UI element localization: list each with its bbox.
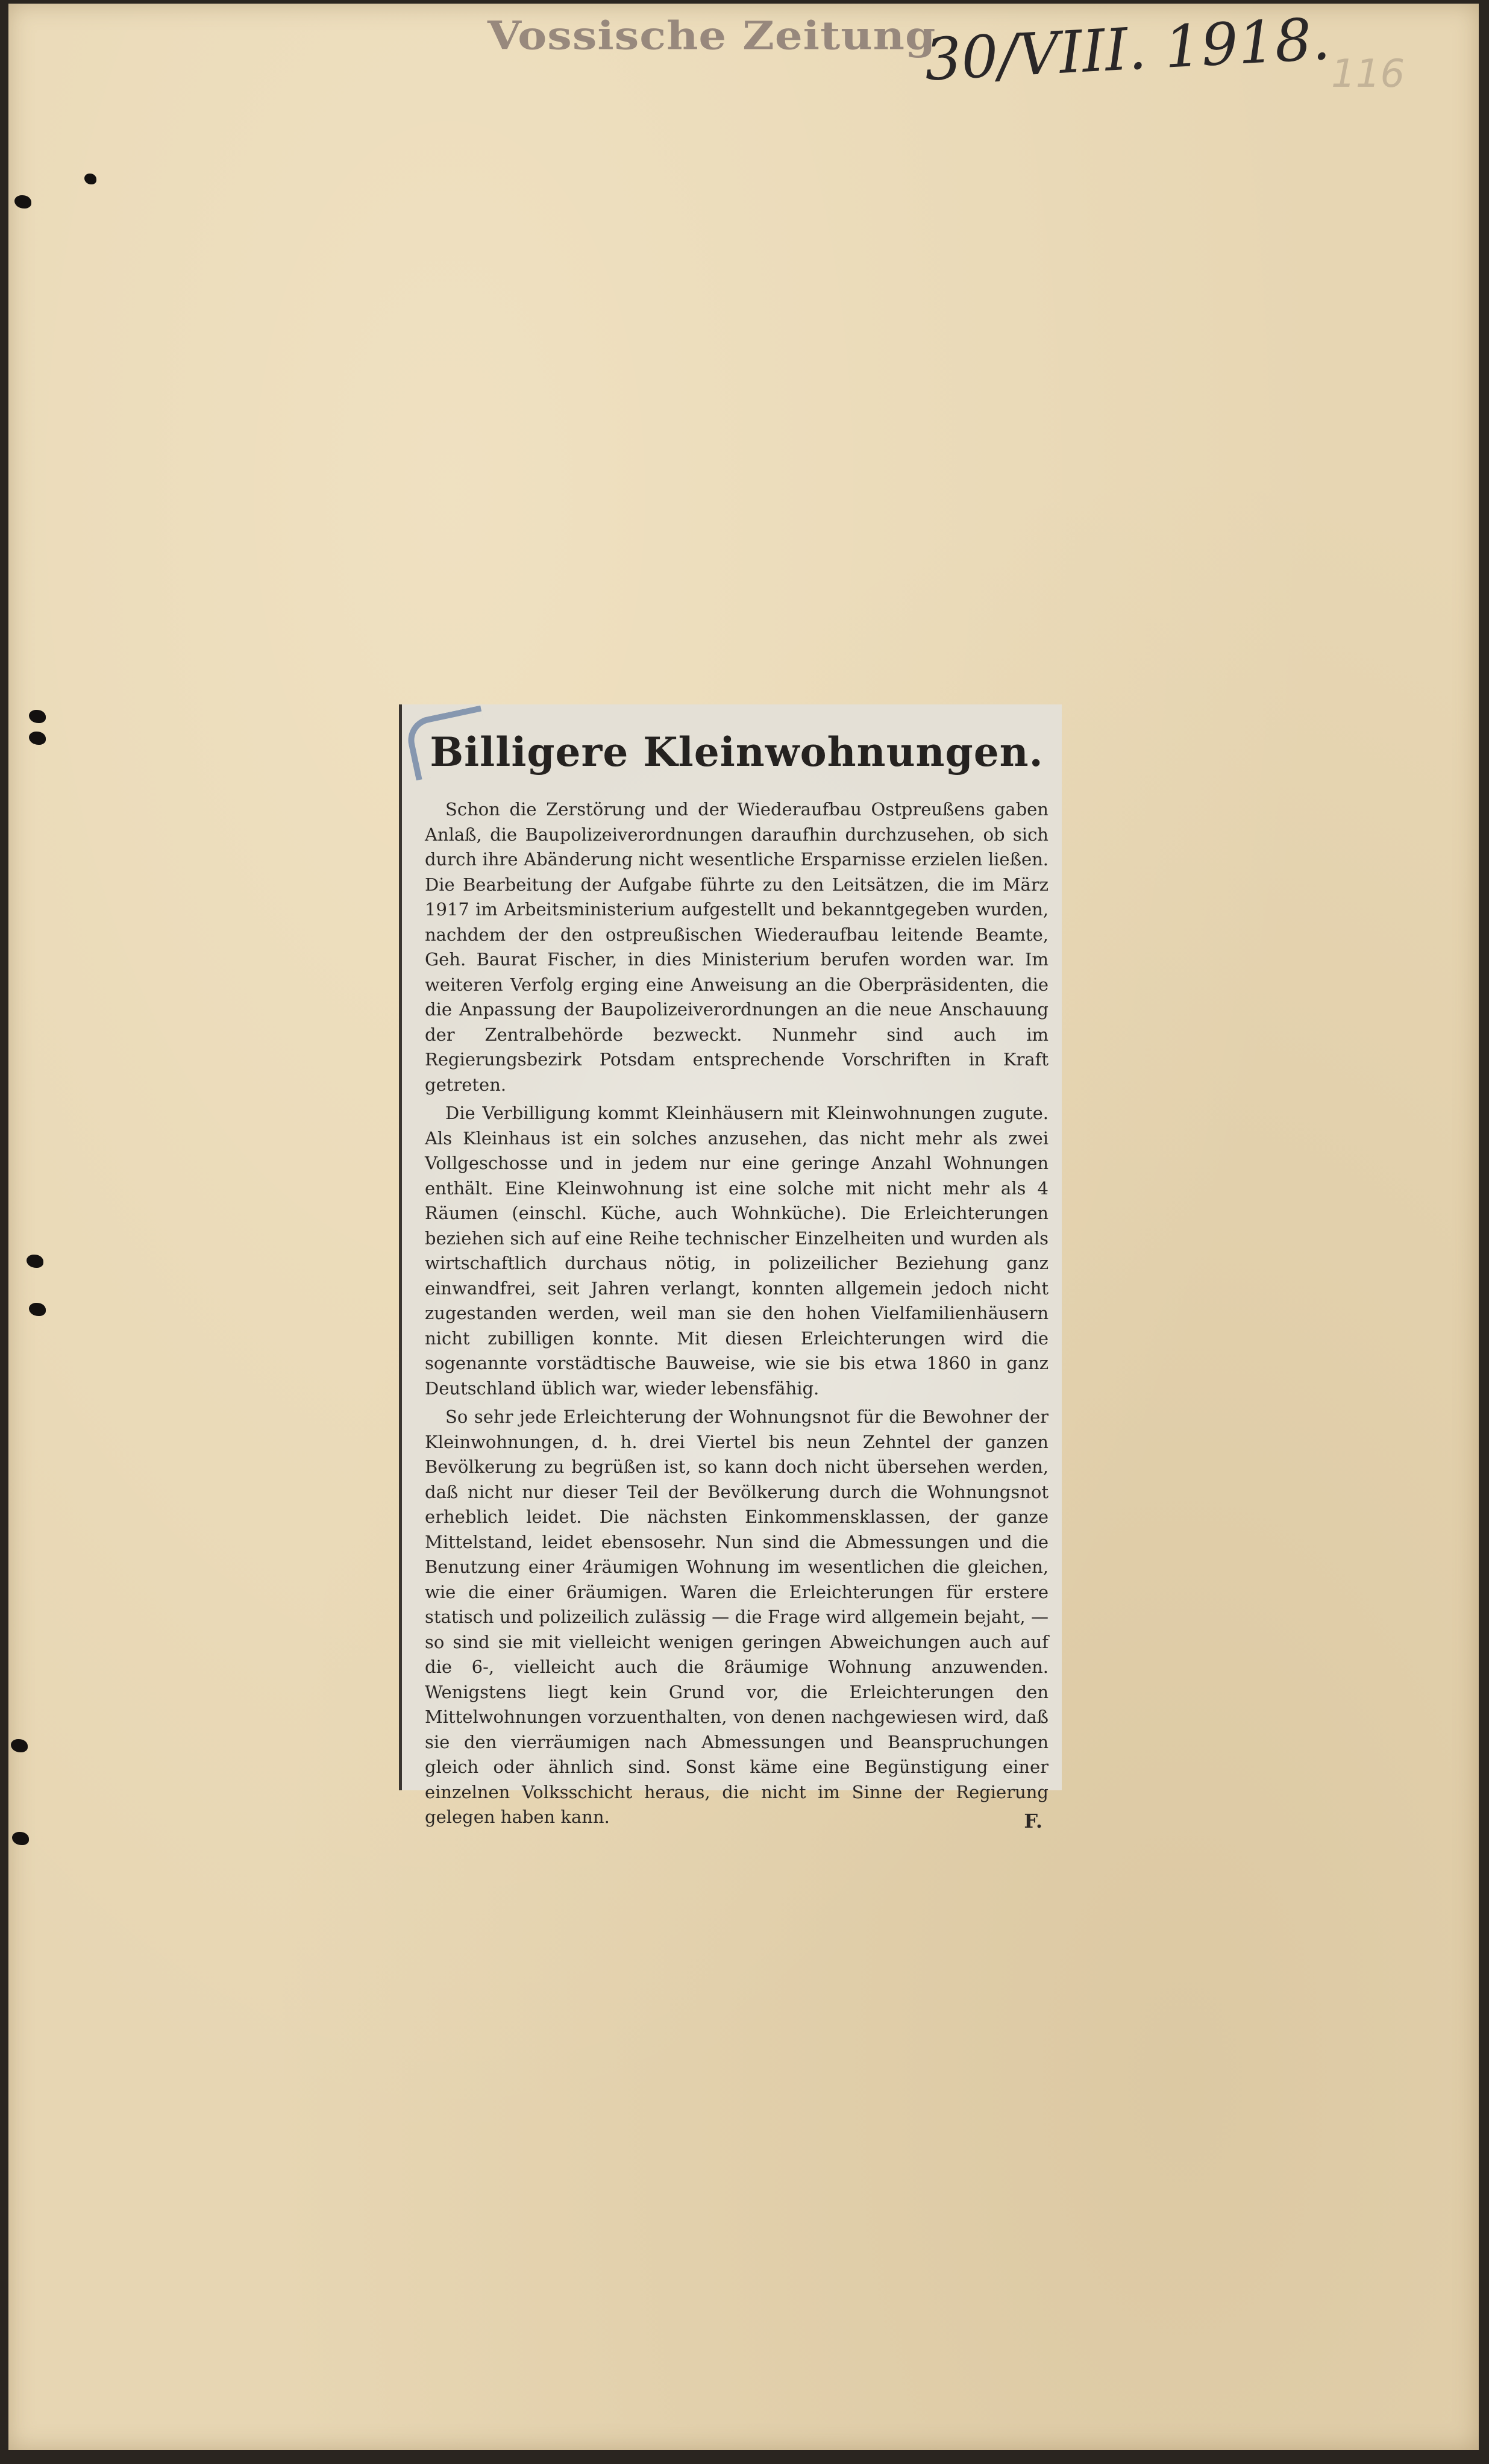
article-paragraph: Schon die Zerstörung und der Wiederaufbau Ostpreußens gaben Anlaß, die Baupolizeiverordnungen daraufhin durchzusehen, ob sich durch ihre Abänderung nicht wesentliche Ersparnisse erzielen ließen. Die Bearbeitung der Aufgabe führte zu den Leitsätzen, die im März 1917 im Arbeitsministerium aufgestellt und bekanntgegeben wurden, nachdem der den ostpreußischen Wiederaufbau leitende Beamte, Geh. Baurat Fischer, in dies Ministerium berufen worden war. Im weiteren Verfolg erging eine Anweisung an die Oberpräsidenten, die die Anpassung der Baupolizeiverordnungen an die neue Anschauung der Zentralbehörde bezweckt. Nunmehr sind auch im Regierungsbezirk Potsdam entsprechende Vorschriften in Kraft getreten. bbox=[425, 799, 1049, 1095]
punch-hole bbox=[84, 174, 96, 184]
newspaper-clipping bbox=[399, 704, 1062, 1832]
archive-sheet bbox=[8, 4, 1479, 2450]
handwritten-date: 30/VIII. 1918. bbox=[923, 5, 1332, 94]
article-paragraph: So sehr jede Erleichterung der Wohnungsnot für die Bewohner der Kleinwohnungen, d. h. drei Viertel bis neun Zehntel der ganzen Bevölkerung zu begrüßen ist, so kann doch nicht übersehen werden, daß nicht nur dieser Teil der Bevölkerung durch die Wohnungsnot erheblich leidet. Die nächsten Einkommensklassen, der ganze Mittelstand, leidet ebensosehr. Nun sind die Abmessungen und die Benutzung einer 4räumigen Wohnung im wesentlichen die gleichen, wie die einer 6räumigen. Waren die Erleichterungen für erstere statisch und polizeilich zulässig — die Frage wird allgemein bejaht, — so sind sie mit vielleicht wenigen geringen Abweichungen auch auf die 6-, vielleicht auch die 8räumige Wohnung anzuwenden. Wenigstens liegt kein Grund vor, die Erleichterungen den Mittelwohnungen vorzuenthalten, von denen nachgewiesen wird, daß sie den vierräumigen nach Abmessungen und Beanspruchungen gleich oder ähnlich sind. Sonst käme eine Begünstigung einer einzelnen Volksschicht heraus, die nicht im Sinne der Regierung gelegen haben kann. bbox=[425, 1406, 1049, 1827]
punch-hole bbox=[29, 1303, 46, 1316]
punch-hole bbox=[14, 195, 31, 208]
punch-hole bbox=[29, 732, 46, 745]
article-paragraph: Die Verbilligung kommt Kleinhäusern mit Kleinwohnungen zugute. Als Kleinhaus ist ein solches anzusehen, das nicht mehr als zwei Vollgeschosse und in jedem nur eine geringe Anzahl Wohnungen enthält. Eine Kleinwohnung ist eine solche mit nicht mehr als 4 Räumen (einschl. Küche, auch Wohnküche). Die Erleichterungen beziehen sich auf eine Reihe technischer Einzelheiten und wurden als wirtschaftlich durchaus nötig, in polizeilicher Beziehung ganz einwandfrei, seit Jahren verlangt, konnten allgemein jedoch nicht zugestanden werden, weil man sie den hohen Vielfamilienhäusern nicht zubilligen konnte. Mit diesen Erleichterungen wird die sogenannte vorstädtische Bauweise, wie sie bis etwa 1860 in ganz Deutschland üblich war, wieder lebensfähig. bbox=[425, 1103, 1049, 1399]
punch-hole bbox=[12, 1832, 29, 1845]
article-headline: Billigere Kleinwohnungen. bbox=[430, 729, 1044, 776]
punch-hole bbox=[11, 1739, 28, 1752]
punch-hole bbox=[29, 710, 46, 723]
handwritten-page-number: 116 bbox=[1331, 52, 1405, 96]
newspaper-stamp: Vossische Zeitung bbox=[487, 12, 936, 58]
punch-hole bbox=[27, 1255, 43, 1268]
article-signature: F. bbox=[1024, 1809, 1042, 1832]
